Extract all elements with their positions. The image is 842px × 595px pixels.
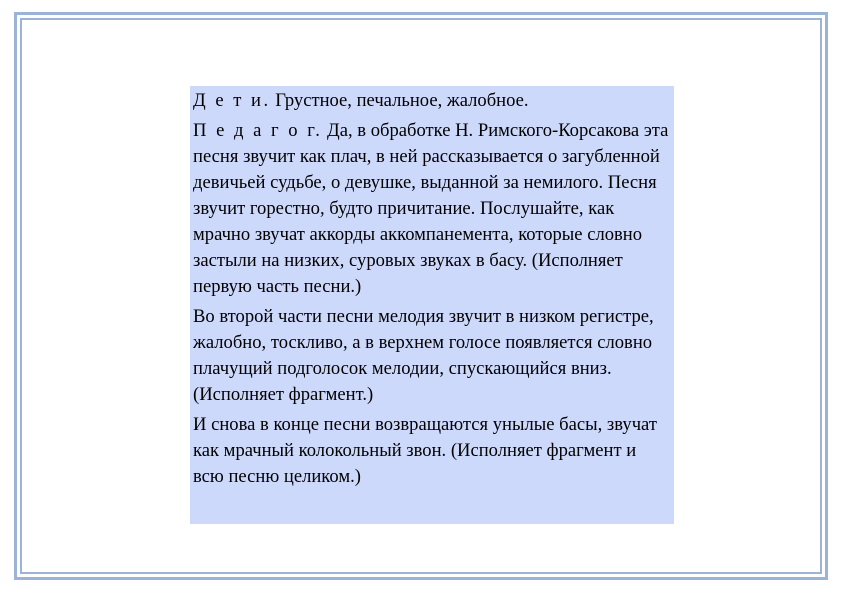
paragraph-ending xyxy=(193,412,670,490)
paragraph-second-part xyxy=(193,304,670,408)
speaker-children: Д е т и. xyxy=(193,90,271,111)
speaker-teacher: П е д а г о г. xyxy=(193,120,323,141)
paragraph-text: Во второй части песни мелодия звучит в низком регистре, жалобно, тоскливо, а в верхнем голосе появляется словно плачущий подголосок мелодии, спускающийся вниз. (Исполняет фрагмент.) xyxy=(193,306,654,405)
paragraph-children xyxy=(193,88,670,114)
text-block xyxy=(190,86,674,524)
paragraph-text: Грустное, печальное, жалобное. xyxy=(275,90,529,111)
paragraph-text: Да, в обработке Н. Римского-Корсакова эта песня звучит как плач, в ней рассказывается о загубленной девичьей судьбе, о девушке, выданной за немилого. Песня звучит горестно, будто причитание. Послушайте, как мрачно звучат аккорды аккомпанемента, которые словно застыли на низких, суровых звуках в басу. (Исполняет первую часть песни.) xyxy=(193,120,669,297)
paragraph-text: И снова в конце песни возвращаются унылые басы, звучат как мрачный колокольный звон. (Исполняет фрагмент и всю песню целиком.) xyxy=(193,414,657,487)
paragraph-teacher xyxy=(193,118,670,300)
